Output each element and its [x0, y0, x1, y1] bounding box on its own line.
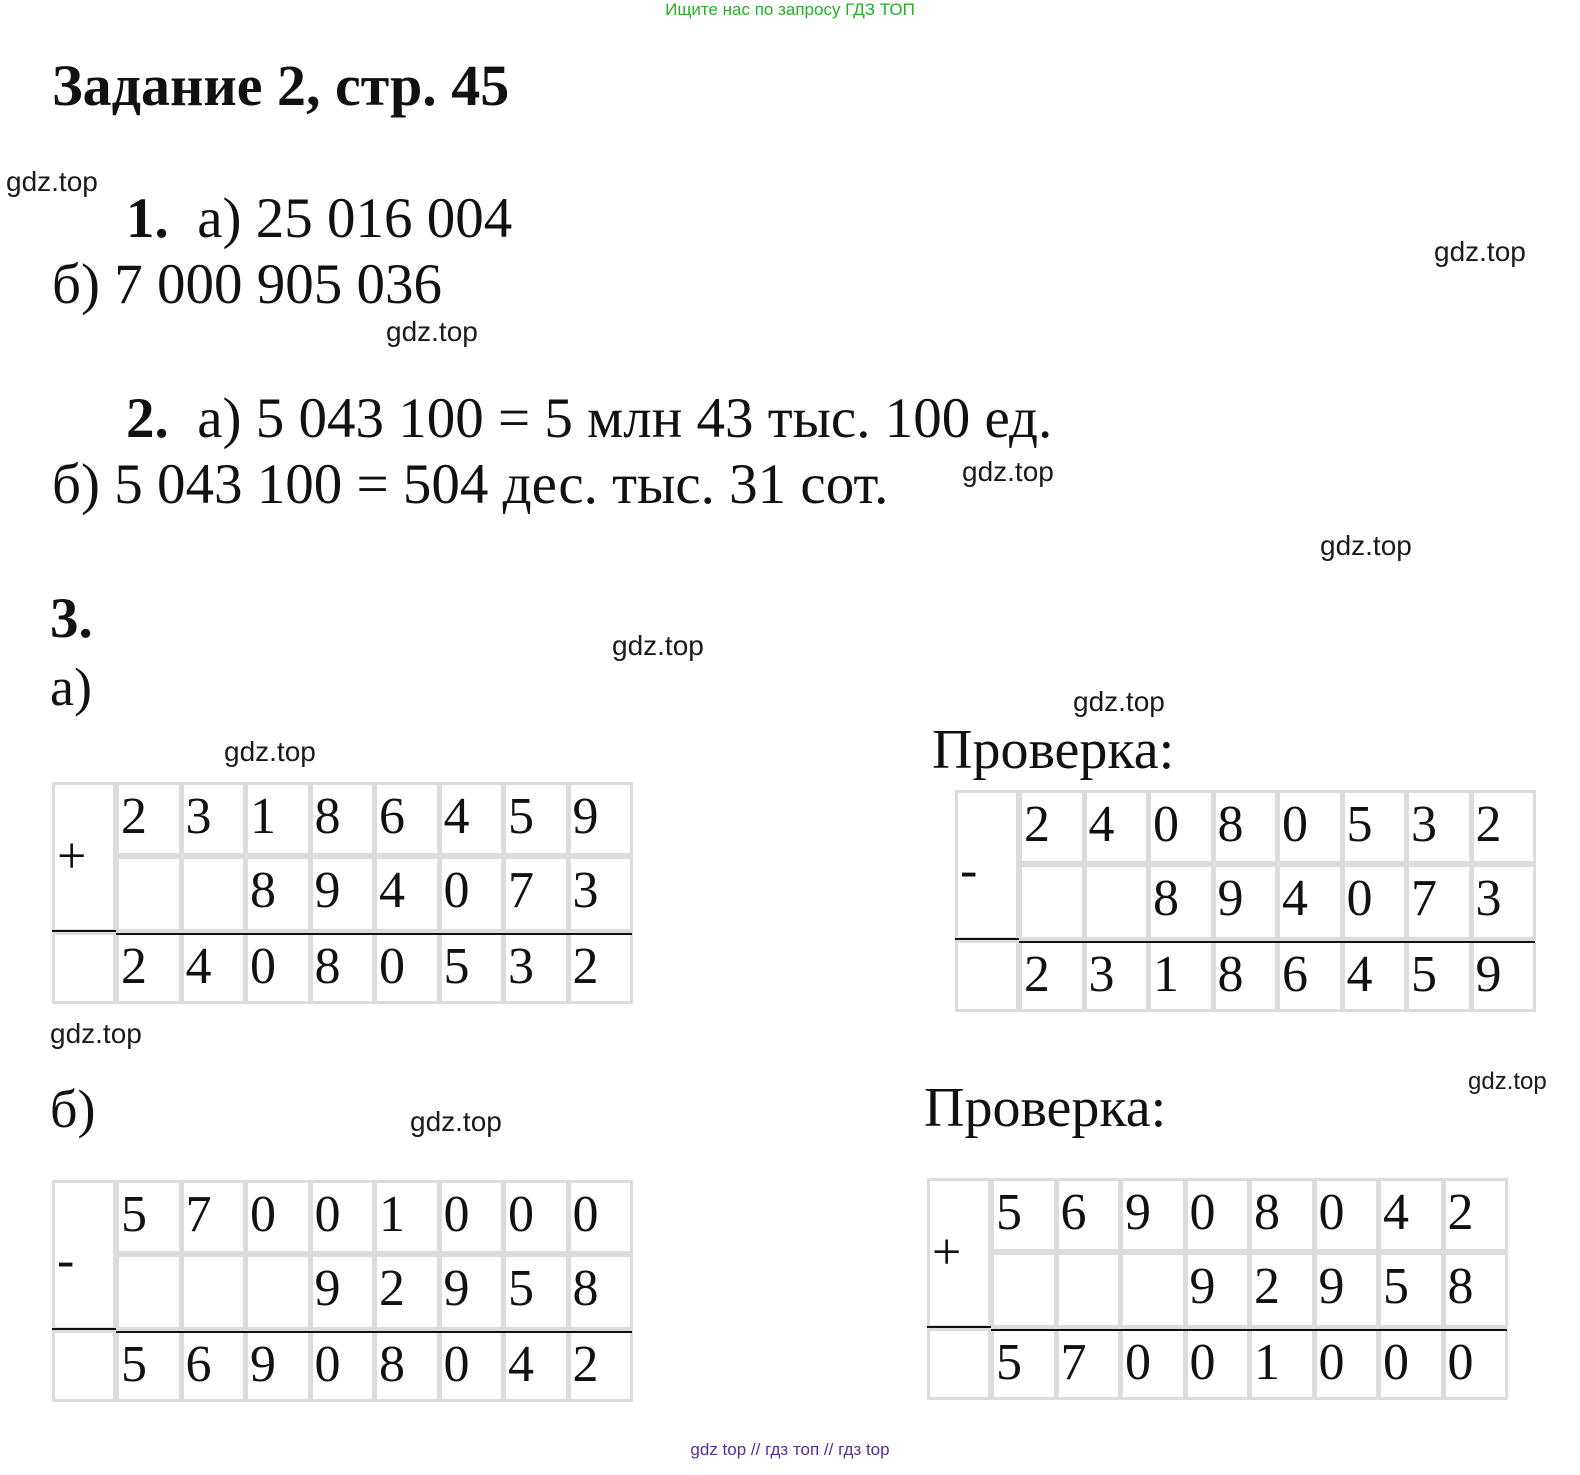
result-digit: 3 — [503, 932, 569, 1004]
watermark: gdz.top — [50, 1018, 142, 1049]
operand-digit: 2 — [374, 1254, 440, 1330]
operator-sign: + — [52, 782, 116, 932]
watermark: gdz.top — [1468, 1068, 1547, 1095]
operand-digit — [1019, 864, 1085, 940]
task3-a-check-label: Проверка: — [932, 719, 1175, 781]
operand-digit: 0 — [1342, 864, 1408, 940]
operand-digit: 0 — [1185, 1178, 1251, 1252]
operand-digit — [245, 1254, 311, 1330]
operand-digit: 9 — [1120, 1178, 1186, 1252]
operand-digit: 9 — [568, 782, 634, 856]
task1-number: 1. — [126, 187, 169, 250]
task1-line-a — [126, 186, 512, 251]
result-digit: 6 — [1277, 940, 1343, 1012]
result-digit: 0 — [1185, 1328, 1251, 1400]
operand-digit: 6 — [374, 782, 440, 856]
watermark: gdz.top — [612, 630, 704, 661]
task3-b-check-label: Проверка: — [924, 1077, 1167, 1139]
watermark: gdz.top — [386, 316, 478, 347]
result-digit: 0 — [245, 932, 311, 1004]
operator-sign: - — [955, 790, 1019, 940]
operand-digit: 6 — [1056, 1178, 1122, 1252]
sum-line — [927, 1326, 991, 1328]
task1-answer-b: б) 7 000 905 036 — [52, 253, 442, 316]
operand-digit: 0 — [439, 1180, 505, 1254]
result-digit: 1 — [1148, 940, 1214, 1012]
result-digit: 2 — [568, 1330, 634, 1402]
operand-digit: 5 — [991, 1178, 1057, 1252]
operand-digit: 4 — [1378, 1178, 1444, 1252]
operand-digit: 5 — [116, 1180, 182, 1254]
task3-a-label: а) — [50, 657, 92, 717]
sum-line — [116, 933, 632, 935]
operand-digit — [116, 1254, 182, 1330]
task2-line-a — [126, 386, 1052, 451]
operand-digit: 9 — [310, 856, 376, 932]
result-digit: 3 — [1084, 940, 1150, 1012]
sum-line — [991, 1329, 1507, 1331]
operand-digit: 8 — [1213, 790, 1279, 864]
column-subtraction-a-check — [955, 790, 1535, 1012]
operand-digit: 0 — [1277, 790, 1343, 864]
operand-digit: 9 — [310, 1254, 376, 1330]
result-digit: 8 — [310, 932, 376, 1004]
operand-digit: 0 — [503, 1180, 569, 1254]
operand-digit: 4 — [439, 782, 505, 856]
result-digit: 0 — [1120, 1328, 1186, 1400]
operand-digit: 0 — [245, 1180, 311, 1254]
result-digit: 2 — [116, 932, 182, 1004]
result-digit: 2 — [568, 932, 634, 1004]
result-digit: 6 — [181, 1330, 247, 1402]
sum-line — [52, 1328, 116, 1330]
operand-digit: 8 — [245, 856, 311, 932]
result-digit: 4 — [181, 932, 247, 1004]
result-digit: 0 — [1443, 1328, 1509, 1400]
result-digit: 8 — [1213, 940, 1279, 1012]
result-digit: 5 — [1406, 940, 1472, 1012]
watermark: gdz.top — [1320, 530, 1412, 561]
operand-digit: 3 — [568, 856, 634, 932]
operand-digit: 9 — [1213, 864, 1279, 940]
watermark: gdz.top — [410, 1106, 502, 1137]
column-subtraction-b — [52, 1180, 632, 1402]
operand-digit: 5 — [503, 782, 569, 856]
operand-digit: 0 — [439, 856, 505, 932]
operand-digit — [181, 1254, 247, 1330]
operand-digit: 2 — [1443, 1178, 1509, 1252]
result-digit: 2 — [1019, 940, 1085, 1012]
operand-digit: 4 — [1084, 790, 1150, 864]
search-banner: Ищите нас по запросу ГДЗ ТОП — [665, 0, 915, 19]
operand-digit: 0 — [568, 1180, 634, 1254]
column-addition-b-check — [927, 1178, 1507, 1400]
operand-digit: 4 — [1277, 864, 1343, 940]
footer-links: gdz top // гдз топ // гдз top — [690, 1440, 890, 1459]
operand-digit — [1056, 1252, 1122, 1328]
operand-digit: 8 — [1249, 1178, 1315, 1252]
watermark: gdz.top — [224, 736, 316, 767]
operand-digit: 7 — [503, 856, 569, 932]
operand-digit: 9 — [439, 1254, 505, 1330]
result-digit: 5 — [116, 1330, 182, 1402]
watermark: gdz.top — [1434, 236, 1526, 267]
operand-digit: 8 — [1443, 1252, 1509, 1328]
result-digit: 7 — [1056, 1328, 1122, 1400]
operand-digit — [1084, 864, 1150, 940]
sum-line — [955, 938, 1019, 940]
operand-digit: 7 — [1406, 864, 1472, 940]
sum-line — [116, 1331, 632, 1333]
operand-digit: 2 — [1471, 790, 1537, 864]
operator-sign: + — [927, 1178, 991, 1328]
sum-line — [52, 930, 116, 932]
operand-digit: 2 — [1249, 1252, 1315, 1328]
result-lead-cell — [52, 932, 116, 1004]
watermark: gdz.top — [6, 166, 98, 197]
operand-digit: 2 — [116, 782, 182, 856]
operand-digit: 3 — [1406, 790, 1472, 864]
operator-sign: - — [52, 1180, 116, 1330]
watermark: gdz.top — [962, 456, 1054, 487]
result-lead-cell — [52, 1330, 116, 1402]
operand-digit: 8 — [310, 782, 376, 856]
result-digit: 4 — [503, 1330, 569, 1402]
operand-digit: 8 — [1148, 864, 1214, 940]
operand-digit: 3 — [1471, 864, 1537, 940]
operand-digit: 0 — [1314, 1178, 1380, 1252]
result-digit: 9 — [1471, 940, 1537, 1012]
task2-answer-b: б) 5 043 100 = 504 дес. тыс. 31 сот. — [52, 453, 889, 516]
operand-digit: 1 — [245, 782, 311, 856]
result-digit: 0 — [374, 932, 440, 1004]
result-lead-cell — [927, 1328, 991, 1400]
operand-digit: 2 — [1019, 790, 1085, 864]
operand-digit: 5 — [503, 1254, 569, 1330]
operand-digit: 4 — [374, 856, 440, 932]
task2-answer-a: а) 5 043 100 = 5 млн 43 тыс. 100 ед. — [197, 387, 1053, 450]
task2-number: 2. — [126, 387, 169, 450]
operand-digit — [181, 856, 247, 932]
sum-line — [1019, 941, 1535, 943]
result-digit: 0 — [1314, 1328, 1380, 1400]
task1-answer-a: а) 25 016 004 — [197, 187, 513, 250]
result-digit: 8 — [374, 1330, 440, 1402]
operand-digit: 9 — [1314, 1252, 1380, 1328]
operand-digit — [116, 856, 182, 932]
result-digit: 1 — [1249, 1328, 1315, 1400]
operand-digit: 7 — [181, 1180, 247, 1254]
result-lead-cell — [955, 940, 1019, 1012]
operand-digit: 1 — [374, 1180, 440, 1254]
page-title: Задание 2, стр. 45 — [52, 53, 510, 118]
task3-b-label: б) — [50, 1079, 96, 1139]
operand-digit — [1120, 1252, 1186, 1328]
operand-digit: 0 — [1148, 790, 1214, 864]
task3-number: 3. — [50, 587, 93, 650]
operand-digit: 9 — [1185, 1252, 1251, 1328]
column-addition-a — [52, 782, 632, 1004]
result-digit: 0 — [439, 1330, 505, 1402]
watermark: gdz.top — [1073, 686, 1165, 717]
result-digit: 0 — [1378, 1328, 1444, 1400]
result-digit: 9 — [245, 1330, 311, 1402]
result-digit: 4 — [1342, 940, 1408, 1012]
operand-digit: 8 — [568, 1254, 634, 1330]
operand-digit: 5 — [1378, 1252, 1444, 1328]
result-digit: 5 — [439, 932, 505, 1004]
operand-digit: 5 — [1342, 790, 1408, 864]
result-digit: 5 — [991, 1328, 1057, 1400]
operand-digit — [991, 1252, 1057, 1328]
result-digit: 0 — [310, 1330, 376, 1402]
operand-digit: 3 — [181, 782, 247, 856]
operand-digit: 0 — [310, 1180, 376, 1254]
